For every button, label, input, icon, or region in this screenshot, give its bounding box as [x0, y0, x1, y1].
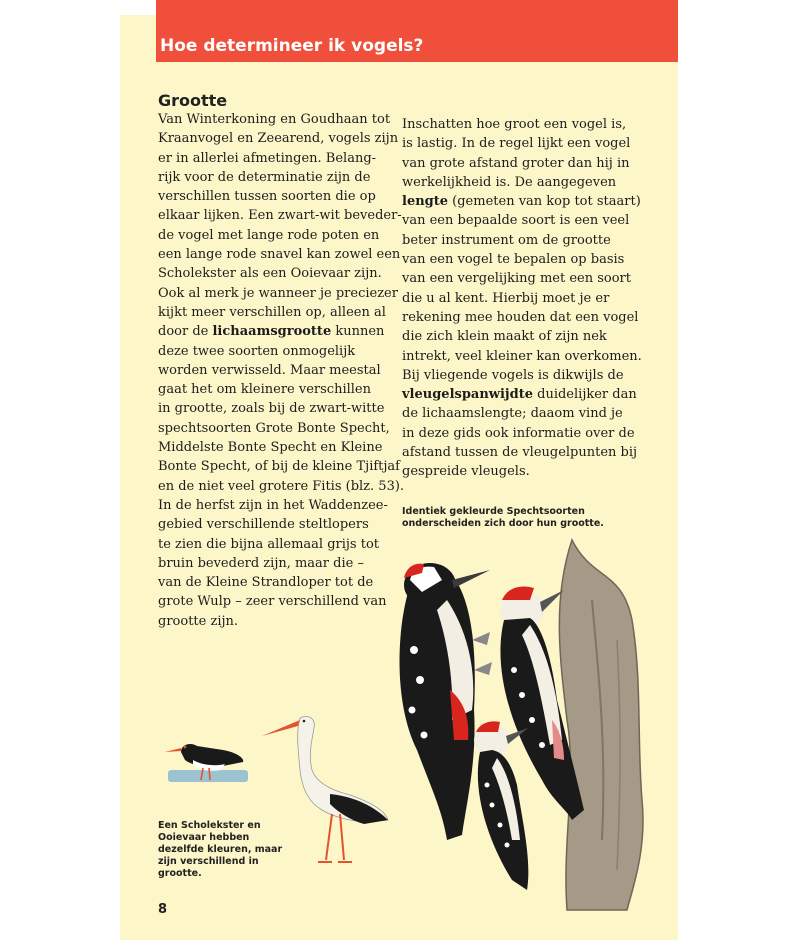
- text-line: en de niet veel grotere Fitis (blz. 53).: [158, 478, 405, 494]
- text-line: rijk voor de determinatie zijn de: [158, 169, 371, 185]
- text-line: er in allerlei afmetingen. Belang-: [158, 150, 377, 166]
- section-heading: Grootte: [158, 91, 228, 110]
- oystercatcher-illustration: [163, 730, 258, 790]
- text-line: Inschatten hoe groot een vogel is,: [402, 117, 627, 132]
- text-line: de vogel met lange rode poten en: [158, 227, 380, 243]
- text-line: van de Kleine Strandloper tot de: [158, 575, 374, 591]
- text-line: van een vogel te bepalen op basis: [402, 252, 625, 268]
- text-line-with-bold: door de lichaamsgrootte kunnen: [158, 324, 385, 340]
- text-line: van een bepaalde soort is een veel: [402, 213, 630, 229]
- text-line: Ook al merk je wanneer je preciezer: [158, 285, 398, 301]
- text-line: grootte zijn.: [158, 613, 239, 629]
- text-column-right: [402, 115, 642, 482]
- bold-term: lichaamsgrootte: [212, 324, 332, 340]
- text-line: Middelste Bonte Specht en Kleine: [158, 440, 383, 456]
- caption-line: dezelfde kleuren, maar: [158, 844, 283, 855]
- text-line: elkaar lijken. Een zwart-wit beveder-: [158, 208, 402, 224]
- caption-woodpeckers: [402, 506, 604, 530]
- text-line: grote Wulp – zeer verschillend van: [158, 594, 387, 610]
- text-line: deze twee soorten onmogelijk: [158, 343, 356, 359]
- text-line: in deze gids ook informatie over de: [402, 425, 635, 441]
- text-line: gespreide vleugels.: [402, 464, 530, 480]
- text-line: die u al kent. Hierbij moet je er: [402, 290, 610, 306]
- chapter-title: Hoe determineer ik vogels?: [160, 36, 424, 56]
- text-line: bruin bevederd zijn, maar die –: [158, 555, 364, 571]
- bold-term: vleugelspanwijdte: [402, 387, 533, 403]
- bold-term: lengte: [402, 194, 449, 210]
- text-line: te zien die bijna allemaal grijs tot: [158, 536, 380, 552]
- stork-illustration: [260, 710, 400, 870]
- text-line: van een vergelijking met een soort: [402, 271, 631, 287]
- text-line: Kraanvogel en Zeearend, vogels zijn: [158, 131, 399, 147]
- text-line: Bonte Specht, of bij de kleine Tjiftjaf: [158, 459, 400, 475]
- text-line: is lastig. In de regel lijkt een vogel: [402, 136, 631, 152]
- text-line: die zich klein maakt of zijn nek: [402, 329, 607, 345]
- text-line: beter instrument om de grootte: [402, 232, 611, 248]
- text-line: Van Winterkoning en Goudhaan tot: [158, 112, 391, 127]
- text-line: worden verwisseld. Maar meestal: [158, 362, 381, 378]
- caption-line: zijn verschillend in: [158, 856, 259, 867]
- text-line: spechtsoorten Grote Bonte Specht,: [158, 420, 390, 436]
- caption-line: grootte.: [158, 868, 202, 879]
- caption-line: Een Scholekster en: [158, 820, 261, 831]
- text-line: afstand tussen de vleugelpunten bij: [402, 445, 638, 461]
- text-line: werkelijkheid is. De aangegeven: [402, 174, 617, 190]
- text-line: de lichaamslengte; daaom vind je: [402, 406, 623, 422]
- page-number: 8: [158, 902, 168, 917]
- woodpeckers-illustration: [392, 540, 672, 910]
- text-line: Bij vliegende vogels is dikwijls de: [402, 367, 624, 383]
- text-line: verschillen tussen soorten die op: [158, 189, 376, 205]
- text-line-with-bold: lengte (gemeten van kop tot staart): [402, 194, 641, 210]
- text-line: een lange rode snavel kan zowel een: [158, 247, 401, 263]
- caption-line: onderscheiden zich door hun grootte.: [402, 518, 604, 529]
- text-column-left: [158, 110, 405, 631]
- chapter-banner: [156, 0, 678, 62]
- text-line: Scholekster als een Ooievaar zijn.: [158, 266, 382, 282]
- text-line: In de herfst zijn in het Waddenzee-: [158, 497, 388, 513]
- text-line: gaat het om kleinere verschillen: [158, 382, 371, 398]
- text-line: intrekt, veel kleiner kan overkomen.: [402, 348, 642, 364]
- text-line: in grootte, zoals bij de zwart-witte: [158, 401, 385, 417]
- caption-line: Ooievaar hebben: [158, 832, 250, 843]
- text-line: van grote afstand groter dan hij in: [402, 155, 630, 171]
- text-line-with-bold: vleugelspanwijdte duidelijker dan: [402, 387, 637, 403]
- text-line: rekening mee houden dat een vogel: [402, 309, 639, 325]
- text-line: kijkt meer verschillen op, alleen al: [158, 304, 386, 320]
- caption-line: Identiek gekleurde Spechtsoorten: [402, 506, 585, 517]
- text-line: gebied verschillende steltlopers: [158, 517, 369, 533]
